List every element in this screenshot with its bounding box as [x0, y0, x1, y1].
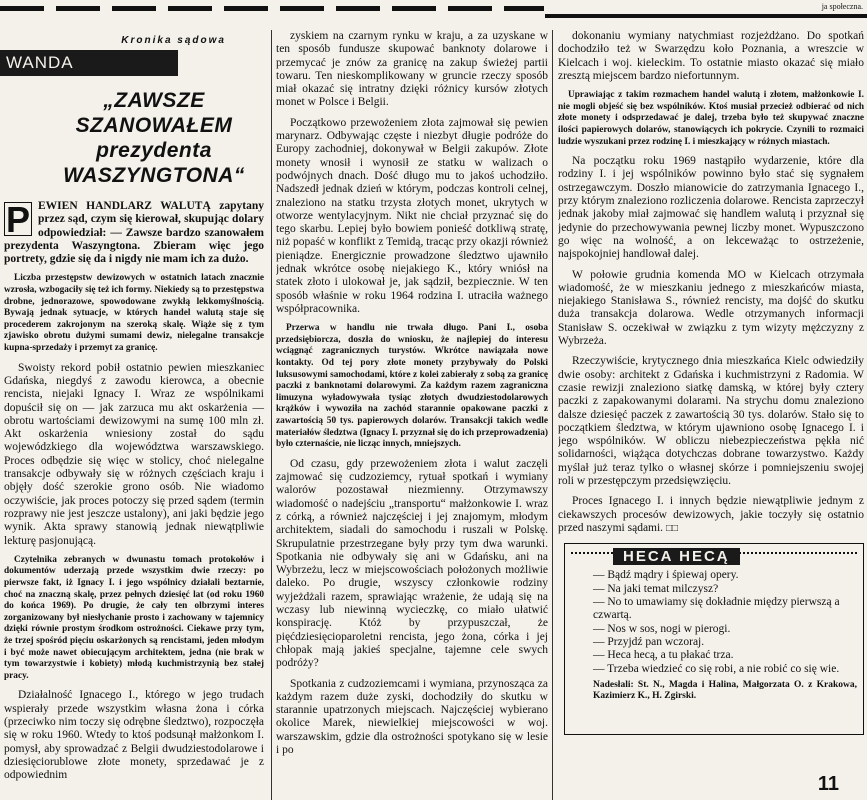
small-paragraph: [4, 273, 264, 354]
paragraph: zyskiem na czarnym rynku w kraju, a za uzyskane w ten sposób fundusze skupować banknoty dolarowe i przemycać je znów za granicę na zakup świeżej partii towaru. Ten nieskomplikowany w gruncie rzeczy sposób miał okazać się intratny dzięki różnicy kursów złotych monet w Polsce i Belgii.: [276, 30, 548, 109]
joke-line: — No to umawiamy się dokładnie między pierwszą a czwartą.: [593, 596, 840, 622]
end-marks: □□: [665, 522, 679, 534]
paragraph: Rzeczywiście, krytycznego dnia mieszkańca Kielc odwiedziły dwie osoby: architekt z Gdańska i kuchmistrzyni z Radomia. W czasie rewizji znaleziono siatkę damską, w której były cztery paczki z zapakowanymi dolarami. Na strychu domu znaleziono dalsze dziesięć paczek z zawartością 30 tys. dolarów. Stało się to początkiem śledztwa, w którym ujawniono osobę Ignacego I. i jego wspólników. W obliczu niebezpieczeństwa pękła nić solidarności, wiążąca dotychczas dobrane towarzystwo. Każdy myślał już teraz tylko o własnej skórze i pomniejszeniu swojej roli w przestępczym przedsięwzięciu.: [558, 355, 864, 487]
joke-line: — Trzeba wiedzieć co się robi, a nie robić co się wie.: [593, 662, 840, 675]
column-1: [0, 30, 268, 800]
small-text: Liczba przestępstw dewizowych w ostatnich latach znacznie wzrosła, wzbogaciły się też ich formy. Niekiedy są to przestępstwa drobne, jednorazowe, spowodowane zwykłą lekkomyślnością. Bywają jednak sytuacje, w których handel walutą staje się procederem zakrojonym na szeroką skalę. Wiąże się z tym zjawisko obrotu dużymi sumami dewiz, nielegalne transakcje kupna-sprzedaży i przemyt za granicę.: [4, 273, 264, 354]
column-3: [558, 30, 864, 800]
paragraph: Swoisty rekord pobił ostatnio pewien mieszkaniec Gdańska, niegdyś z zawodu kierowca, a obecnie rencista, niejaki Ignacy I. Wraz ze wspólnikami dopuścił się on — jak zarzuca mu akt oskarżenia — obrotu wartościami dewizowymi na sumę 100 mln zł. Akt oskarżenia wniesiony został do sądu wojewódzkiego dla województwa warszawskiego. Proces odbędzie się więc w stolicy, choć nielegalne transakcje odbywały się w różnych częściach kraju i objęły dość szerokie grono osób. Nie wiadomo oczywiście, jak proces potoczy się przed sądem (termin rozprawy nie jest jeszcze ustalony), ani jaki będzie jego wynik. Akta sprawy stanowią jednak niewątpliwie lekturę pasjonującą.: [4, 361, 264, 547]
box-credit: Nadesłali: St. N., Magda i Halina, Małgorzata O. z Krakowa, Kazimierz K., H. Zgirski.: [593, 679, 857, 702]
section-label: Kronika sądowa: [121, 35, 226, 46]
paragraph: [558, 495, 864, 535]
closing-text: Proces Ignacego I. i innych będzie niewątpliwie jednym z ciekawszych procesów dewizowych, jakie toczyły się ostatnio przed naszymi sądami.: [558, 495, 864, 534]
paragraph: Od czasu, gdy przewożeniem złota i walut zaczęli zajmować się cudzoziemcy, rytuał spotkań i wymiany walorów pozostawał niezmienny. Otrzymawszy wiadomość o nadejściu „transportu“ małżonkowie I. wraz z córką, a również najczęściej i jej znajomym, młodym architektem, siadali do samochodu i ruszali w Polskę. Skrupulatnie przestrzegane były przy tym dwa warunki. Spotkania nie odbywały się ani w Gdańsku, ani na Wybrzeżu, lecz w miejscowościach położonych możliwie daleko. Po drugie, wszyscy członkowie rodziny wyjeżdżali razem, sprawiając wrażenie, że udają się na wczasy lub niewinną wycieczkę, co miało ułatwić konspirację. Któż by przypuszczał, że pięćdziesięcioparoletni rencista, jego żona, córka i jej chłopak mają jakieś specjalne, tajemne cele swych podróży?: [276, 457, 548, 670]
small-text: Uprawiając z takim rozmachem handel walutą i złotem, małżonkowie I. nie mogli objeść się bez wspólników. Ktoś musiał przecież odbierać od nich złote monety i odsprzedawać je dalej, trzeba było też skupywać znaczne ilości papierowych dolarów, stanowiących ich pokrycie. Czynili to rozmaici ludzie wyszukani przez rodzinę I. i mieszkający w różnych miastach.: [558, 90, 864, 147]
small-paragraph: [558, 90, 864, 148]
author-name: WANDA FALKOWSKA: [0, 50, 178, 76]
column-divider: [271, 30, 272, 800]
paragraph: Początkowo przewożeniem złota zajmował się pewien marynarz. Odbywając częste i niezbyt długie podróże do Europy zachodniej, dokonywał w Belgii zakupów. Złote monety wnosił i wynosił ze statku w walizach o podwójnych dnach. Dość długo mu to jakoś uchodziło. Nadszedł jednak dzień w którym, podczas kontroli celnej, znaleziono na statku trzysta złotych monet, ukrytych w otworze wentylacyjnym. Nikt nie chciał przyznać się do tego skarbu. Lepiej było bowiem ponieść dotkliwą stratę, niż popaść w konflikt z Temidą, tracąc przy okazji również pieniądze. Energicznie prowadzone śledztwo ujawniło jednak wkrótce osobę niejakiego K., który wniósł na statek złoto i ulokował je, jak sądził, bezpiecznie. W ten sposób właśnie w roku 1964 rodzina I. utraciła ważnego współpracownika.: [276, 116, 548, 315]
top-rule: [0, 0, 867, 26]
paragraph: Działalność Ignacego I., którego w jego trudach wspierały przede wszystkim własna żona i córka (przeciwko nim toczy się odrębne śledztwo), rozpoczęła się w roku 1960. Wtedy to ktoś podsunął małżonkom I. pomysł, aby sprowadzać z Belgii dwudziestodolarowe i dziesięciorublowe złote monety, sprzedawać je z odpowiednim: [4, 689, 264, 782]
box-title: HECA HECĄ: [613, 548, 740, 565]
page-number: 11: [817, 773, 839, 795]
article-title: [40, 88, 268, 188]
small-paragraph: [4, 555, 264, 683]
previous-article-fragment: ja społeczna.: [545, 0, 867, 18]
title-line-2: prezydenta WASZYNGTONA“: [63, 139, 245, 187]
paragraph: Na początku roku 1969 nastąpiło wydarzenie, które dla rodziny I. i jej wspólników powinno było stać się sygnałem ostrzegawczym. Doszło mianowicie do zatrzymania Ignacego I., przy którym znaleziono rozliczenia dolarowe. Rencista zaprzeczył jednak jakoby miał zajmować się handlem walutą i przyznał się jedynie do przechowywania pewnej liczby monet. Wypuszczono go więc na wolność, a on lekceważąc to ostrzeżenie, najspokojniej handlował dalej.: [558, 155, 864, 261]
column-divider: [552, 30, 553, 800]
joke-line: — Przyjdź pan wczoraj.: [593, 635, 705, 648]
drop-cap: P: [5, 199, 30, 240]
paragraph: W połowie grudnia komenda MO w Kielcach otrzymała wiadomość, że w mieszkaniu jednego z mieszkańców miasta, niejakiego Stanisława S., również rencisty, ma dojść do skutku duża transakcja dolarowa. Wedle otrzymanych informacji Stanisław S. oczekiwał w związku z tym wizyty mężczyzny z Wybrzeża.: [558, 268, 864, 348]
title-line-1: „ZAWSZE SZANOWAŁEM: [75, 89, 233, 137]
small-paragraph: [276, 323, 548, 451]
column-2: [276, 30, 548, 800]
joke-line: — Heca hecą, a tu płakać trza.: [593, 649, 734, 662]
joke-line: — Nos w sos, nogi w pierogi.: [593, 622, 731, 635]
joke-line: — Na jaki temat milczysz?: [593, 582, 719, 595]
small-text: Czytelnika zebranych w dwunastu tomach protokołów i dokumentów uderzają przede wszystkim dwie rzeczy: po pierwsze fakt, iż Ignacy I. i jego wspólnicy działali beztarnie, choć na znaczną skalę, przez pełnych dziesięć lat (od roku 1960 do końca 1969). Po drugie, że cały ten olbrzymi interes zorganizowany był niesłychanie prosto i zachowany w tajemnicy dzięki równie prostym środkom ostrożności. Ciekawe przy tym, że trzej spośród pięciu oskarżonych są rencistami, jeden młodym i być może nawet obiecującym architektem, jedna (nie brak w tym towarzystwie i kobiety) młodą kuchmistrzynią bez stałej pracy.: [4, 554, 264, 681]
lead-paragraph: EWIEN HANDLARZ WALUTĄ zapytany przez sąd, czym się kierował, skupując dolary odpowiedział: — Zawsze bardzo szanowałem prezydenta Waszyngtona. Zbieram więc jego portrety, gdzie się da i nigdy nie mam ich za dużo.: [4, 200, 264, 266]
small-text: Przerwa w handlu nie trwała długo. Pani I., osoba przedsiębiorcza, doszła do wniosku, że najlepiej do interesu wciągnąć zagranicznych turystów. Wkrótce nawiązała nowe kontakty. Od tej pory złote monety przybywały do Polski luksusowymi samochodami, które z kolei zabierały z sobą za granicę paczki z banknotami dolarowymi. Za każdym razem zagraniczna limuzyna wyładowywała tysiąc złotych dwudziestodolarowych krążków i wywoziła na zachód starannie opakowane paczki z zawartością 50 tys. papierowych dolarów. Transakcji takich wedle materiałów śledztwa (Ignacy I. przyznał się do ich przeprowadzenia) było czternaście, nie licząc innych, mniejszych.: [276, 323, 548, 450]
paragraph: Spotkania z cudzoziemcami i wymiana, przynosząca za każdym razem duże zyski, dochodziły do skutku w starannie upatrzonych miejscach. Najczęściej wybierano okolice Marek, niewielkiej miejscowości w woj. warszawskim, gdzie dla ostrożności spotykano się w lesie i po: [276, 677, 548, 756]
heca-heca-box: [564, 543, 864, 735]
paragraph: dokonaniu wymiany natychmiast rozjeżdżano. Do spotkań dochodziło też w Swarzędzu koło Poznania, a wreszcie w Kielcach i woj. kieleckim. To ostatnie miasto okazać się miało zresztą miejscem bardzo niefortunnym.: [558, 30, 864, 82]
joke-line: — Bądź mądry i śpiewaj opery.: [593, 569, 739, 582]
